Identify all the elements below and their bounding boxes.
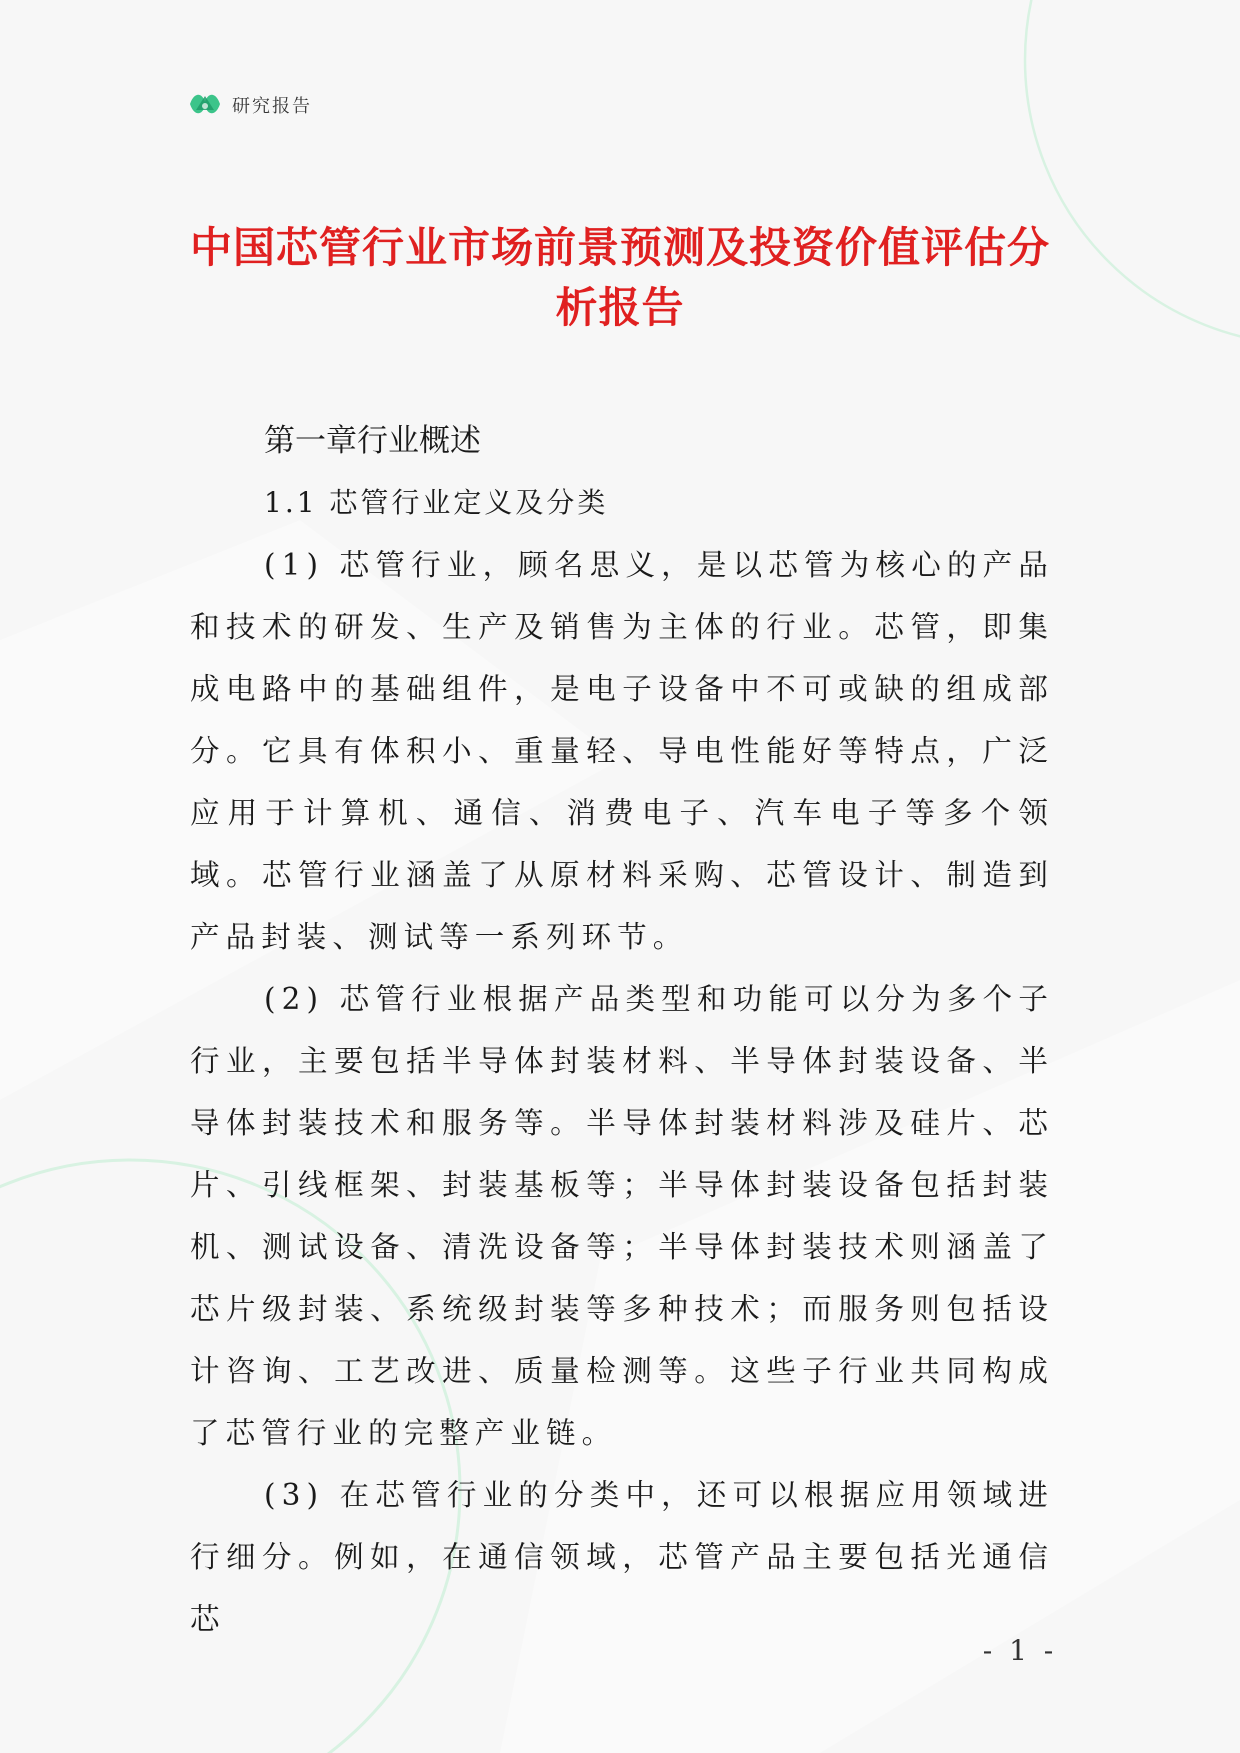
paragraph-3: (3) 在芯管行业的分类中，还可以根据应用领域进行细分。例如，在通信领域，芯管产品主要包括光通信芯 [190, 1478, 1054, 1636]
paragraph-1: (1) 芯管行业，顾名思义，是以芯管为核心的产品和技术的研发、生产及销售为主体的行业。芯管，即集成电路中的基础组件，是电子设备中不可或缺的组成部分。它具有体积小、重量轻、导电性能好等特点，广泛应用于计算机、通信、消费电子、汽车电子等多个领域。芯管行业涵盖了从原材料采购、芯管设计、制造到产品封装、测试等一系列环节。 [190, 548, 1054, 954]
document-body [190, 410, 1054, 1650]
report-header [188, 88, 312, 122]
chapter-heading: 第一章行业概述 [264, 423, 481, 459]
paragraph-2: (2) 芯管行业根据产品类型和功能可以分为多个子行业，主要包括半导体封装材料、半导体封装设备、半导体封装技术和服务等。半导体封装材料涉及硅片、芯片、引线框架、封装基板等；半导体封装设备包括封装机、测试设备、清洗设备等；半导体封装技术则涵盖了芯片级封装、系统级封装等多种技术；而服务则包括设计咨询、工艺改进、质量检测等。这些子行业共同构成了芯管行业的完整产业链。 [190, 982, 1054, 1450]
document-title: 中国芯管行业市场前景预测及投资价值评估分析报告 [190, 223, 1051, 332]
section-heading: 1.1 芯管行业定义及分类 [264, 486, 609, 519]
report-logo-icon [188, 90, 222, 120]
page-number: - 1 - [982, 1634, 1058, 1667]
header-label: 研究报告 [232, 96, 312, 117]
